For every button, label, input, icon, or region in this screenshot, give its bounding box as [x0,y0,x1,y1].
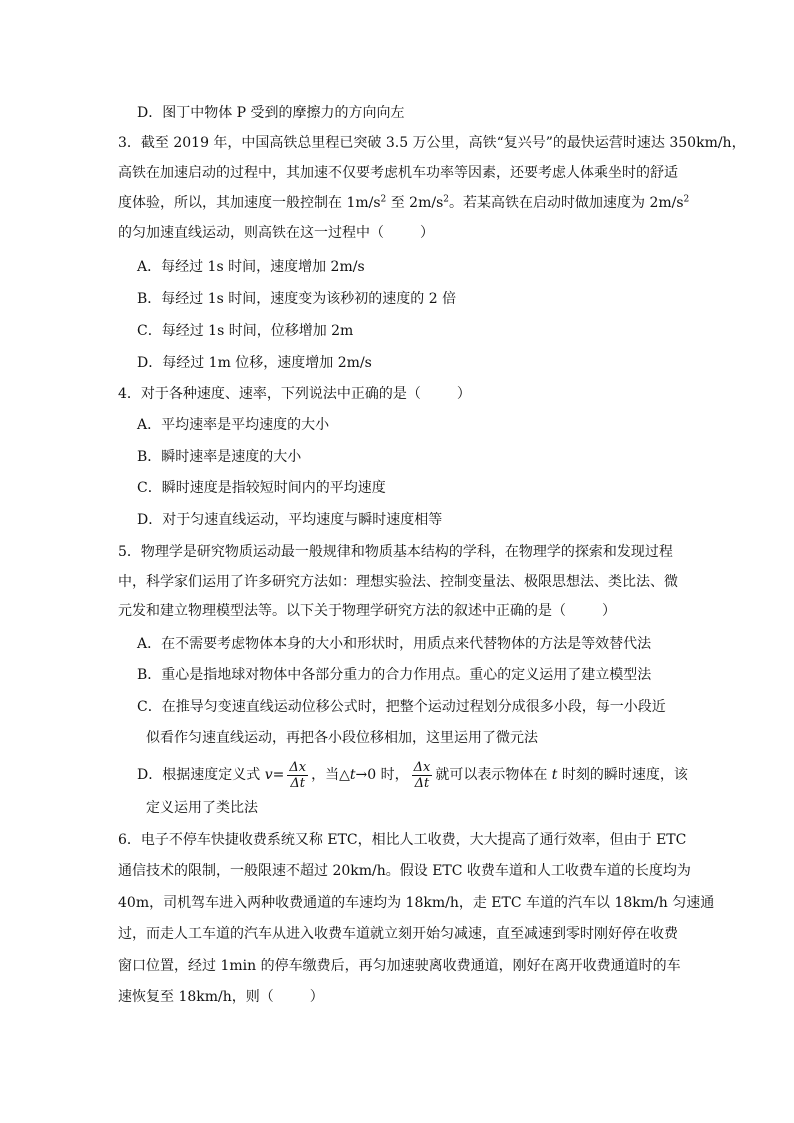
q3-stem-line3-part-b: 至 2m/s [386,195,444,211]
q5-stem-line3-text: 元发和建立物理模型法等。以下关于物理学研究方法的叙述中正确的是（ [118,603,566,619]
q5-option-d-text-b: ，当△ [311,767,350,783]
fraction-denominator: Δt [290,775,306,791]
q3-option-a: A．每经过 1s 时间，速度增加 2m/s [137,259,365,275]
q5-stem-line1: 5．物理学是研究物质运动最一般规律和物质基本结构的学科，在物理学的探索和发现过程 [118,544,673,560]
q3-stem-line3 [118,193,690,213]
q4-stem [118,384,678,404]
q3-option-d: D．每经过 1m 位移，速度增加 2m/s [137,355,372,371]
closing-paren: ） [420,225,434,241]
q5-option-d-line1 [137,757,697,793]
fraction-denominator: Δt [414,775,430,791]
variable-t: t [551,767,558,783]
closing-paren: ） [309,989,324,1005]
variable-t: t [349,767,356,783]
q3-stem-line4-text: 的匀加速直线运动，则高铁在这一过程中（ [118,225,384,241]
q6-stem-line6 [118,987,678,1007]
q4-option-c: C．瞬时速度是指较短时间内的平均速度 [137,480,386,496]
q3-stem-line1: 3．截至 2019 年，中国高铁总里程已突破 3.5 万公里，高铁“复兴号”的最快运营时速达 350km/h， [118,135,746,151]
q6-stem-line4: 过，而走人工车道的汽车从进入收费车道就立刻开始匀减速，直至减速到零时刚好停在收费 [118,926,678,942]
q4-option-b: B．瞬时速率是速度的大小 [137,449,302,465]
q3-stem-line2: 高铁在加速启动的过程中，其加速不仅要考虑机车功率等因素，还要考虑人体乘坐时的舒适 [118,165,678,181]
velocity-fraction [412,760,433,791]
q3-stem-line3-part-a: 度体验，所以，其加速度一般控制在 1m/s [118,195,381,211]
superscript: 2 [380,194,387,205]
q5-option-d-text-d: 就可以表示物体在 [435,767,548,783]
q5-option-d-text-c: →0 时， [355,767,409,783]
superscript: 2 [443,194,449,205]
q5-stem-line3 [118,601,678,621]
q3-option-c: C．每经过 1s 时间，位移增加 2m [137,323,354,339]
q4-stem-text: 4．对于各种速度、速率，下列说法中正确的是（ [118,386,421,402]
q4-option-a: A．平均速率是平均速度的大小 [137,417,330,433]
variable-v: v [264,767,273,783]
q5-option-c-line1: C．在推导匀变速直线运动位移公式时，把整个运动过程划分成很多小段，每一小段近 [137,699,666,715]
q4-option-d: D．对于匀速直线运动，平均速度与瞬时速度相等 [137,512,443,528]
q5-option-b: B．重心是指地球对物体中各部分重力的合力作用点。重心的定义运用了建立模型法 [137,667,652,683]
q6-stem-line5: 窗口位置，经过 1min 的停车缴费后，再匀加速驶离收费通道，刚好在离开收费通道时的车 [118,958,681,974]
q5-option-a: A．在不需要考虑物体本身的大小和形状时，用质点来代替物体的方法是等效替代法 [137,636,652,652]
closing-paren: ） [456,386,471,402]
q2-option-d: D．图丁中物体 P 受到的摩擦力的方向向左 [137,105,405,121]
q3-stem-line4 [118,223,678,243]
q5-option-d-line2: 定义运用了类比法 [146,800,258,816]
q6-stem-line3: 40m，司机驾车进入两种收费通道的车速均为 18km/h，走 ETC 车道的汽车以 18km/h 匀速通 [118,895,715,911]
q6-stem-line1: 6．电子不停车快捷收费系统又称 ETC，相比人工收费，大大提高了通行效率，但由于 ETC [118,832,687,848]
q3-option-b: B．每经过 1s 时间，速度变为该秒初的速度的 2 倍 [137,291,457,307]
fraction-numerator: Δx [413,759,431,775]
q5-option-d-text-e: 时刻的瞬时速度，该 [561,767,688,783]
fraction-numerator: Δx [289,759,307,775]
closing-paren: ） [602,603,616,619]
q6-stem-line2: 通信技术的限制，一般限速不超过 20km/h。假设 ETC 收费车道和人工收费车道的长度均为 [118,863,691,879]
equals-sign: = [272,767,285,783]
q6-stem-line6-text: 速恢复至 18km/h，则（ [118,989,274,1005]
q5-option-c-line2: 似看作匀速直线运动，再把各小段位移相加，这里运用了微元法 [146,730,538,746]
velocity-fraction [287,760,308,791]
q3-stem-line3-part-c: 。若某高铁在启动时做加速度为 2m/s [449,195,684,211]
q5-stem-line2: 中，科学家们运用了许多研究方法如：理想实验法、控制变量法、极限思想法、类比法、微 [118,574,678,590]
q5-option-d-text-a: D．根据速度定义式 [137,767,261,783]
superscript: 2 [683,194,690,205]
